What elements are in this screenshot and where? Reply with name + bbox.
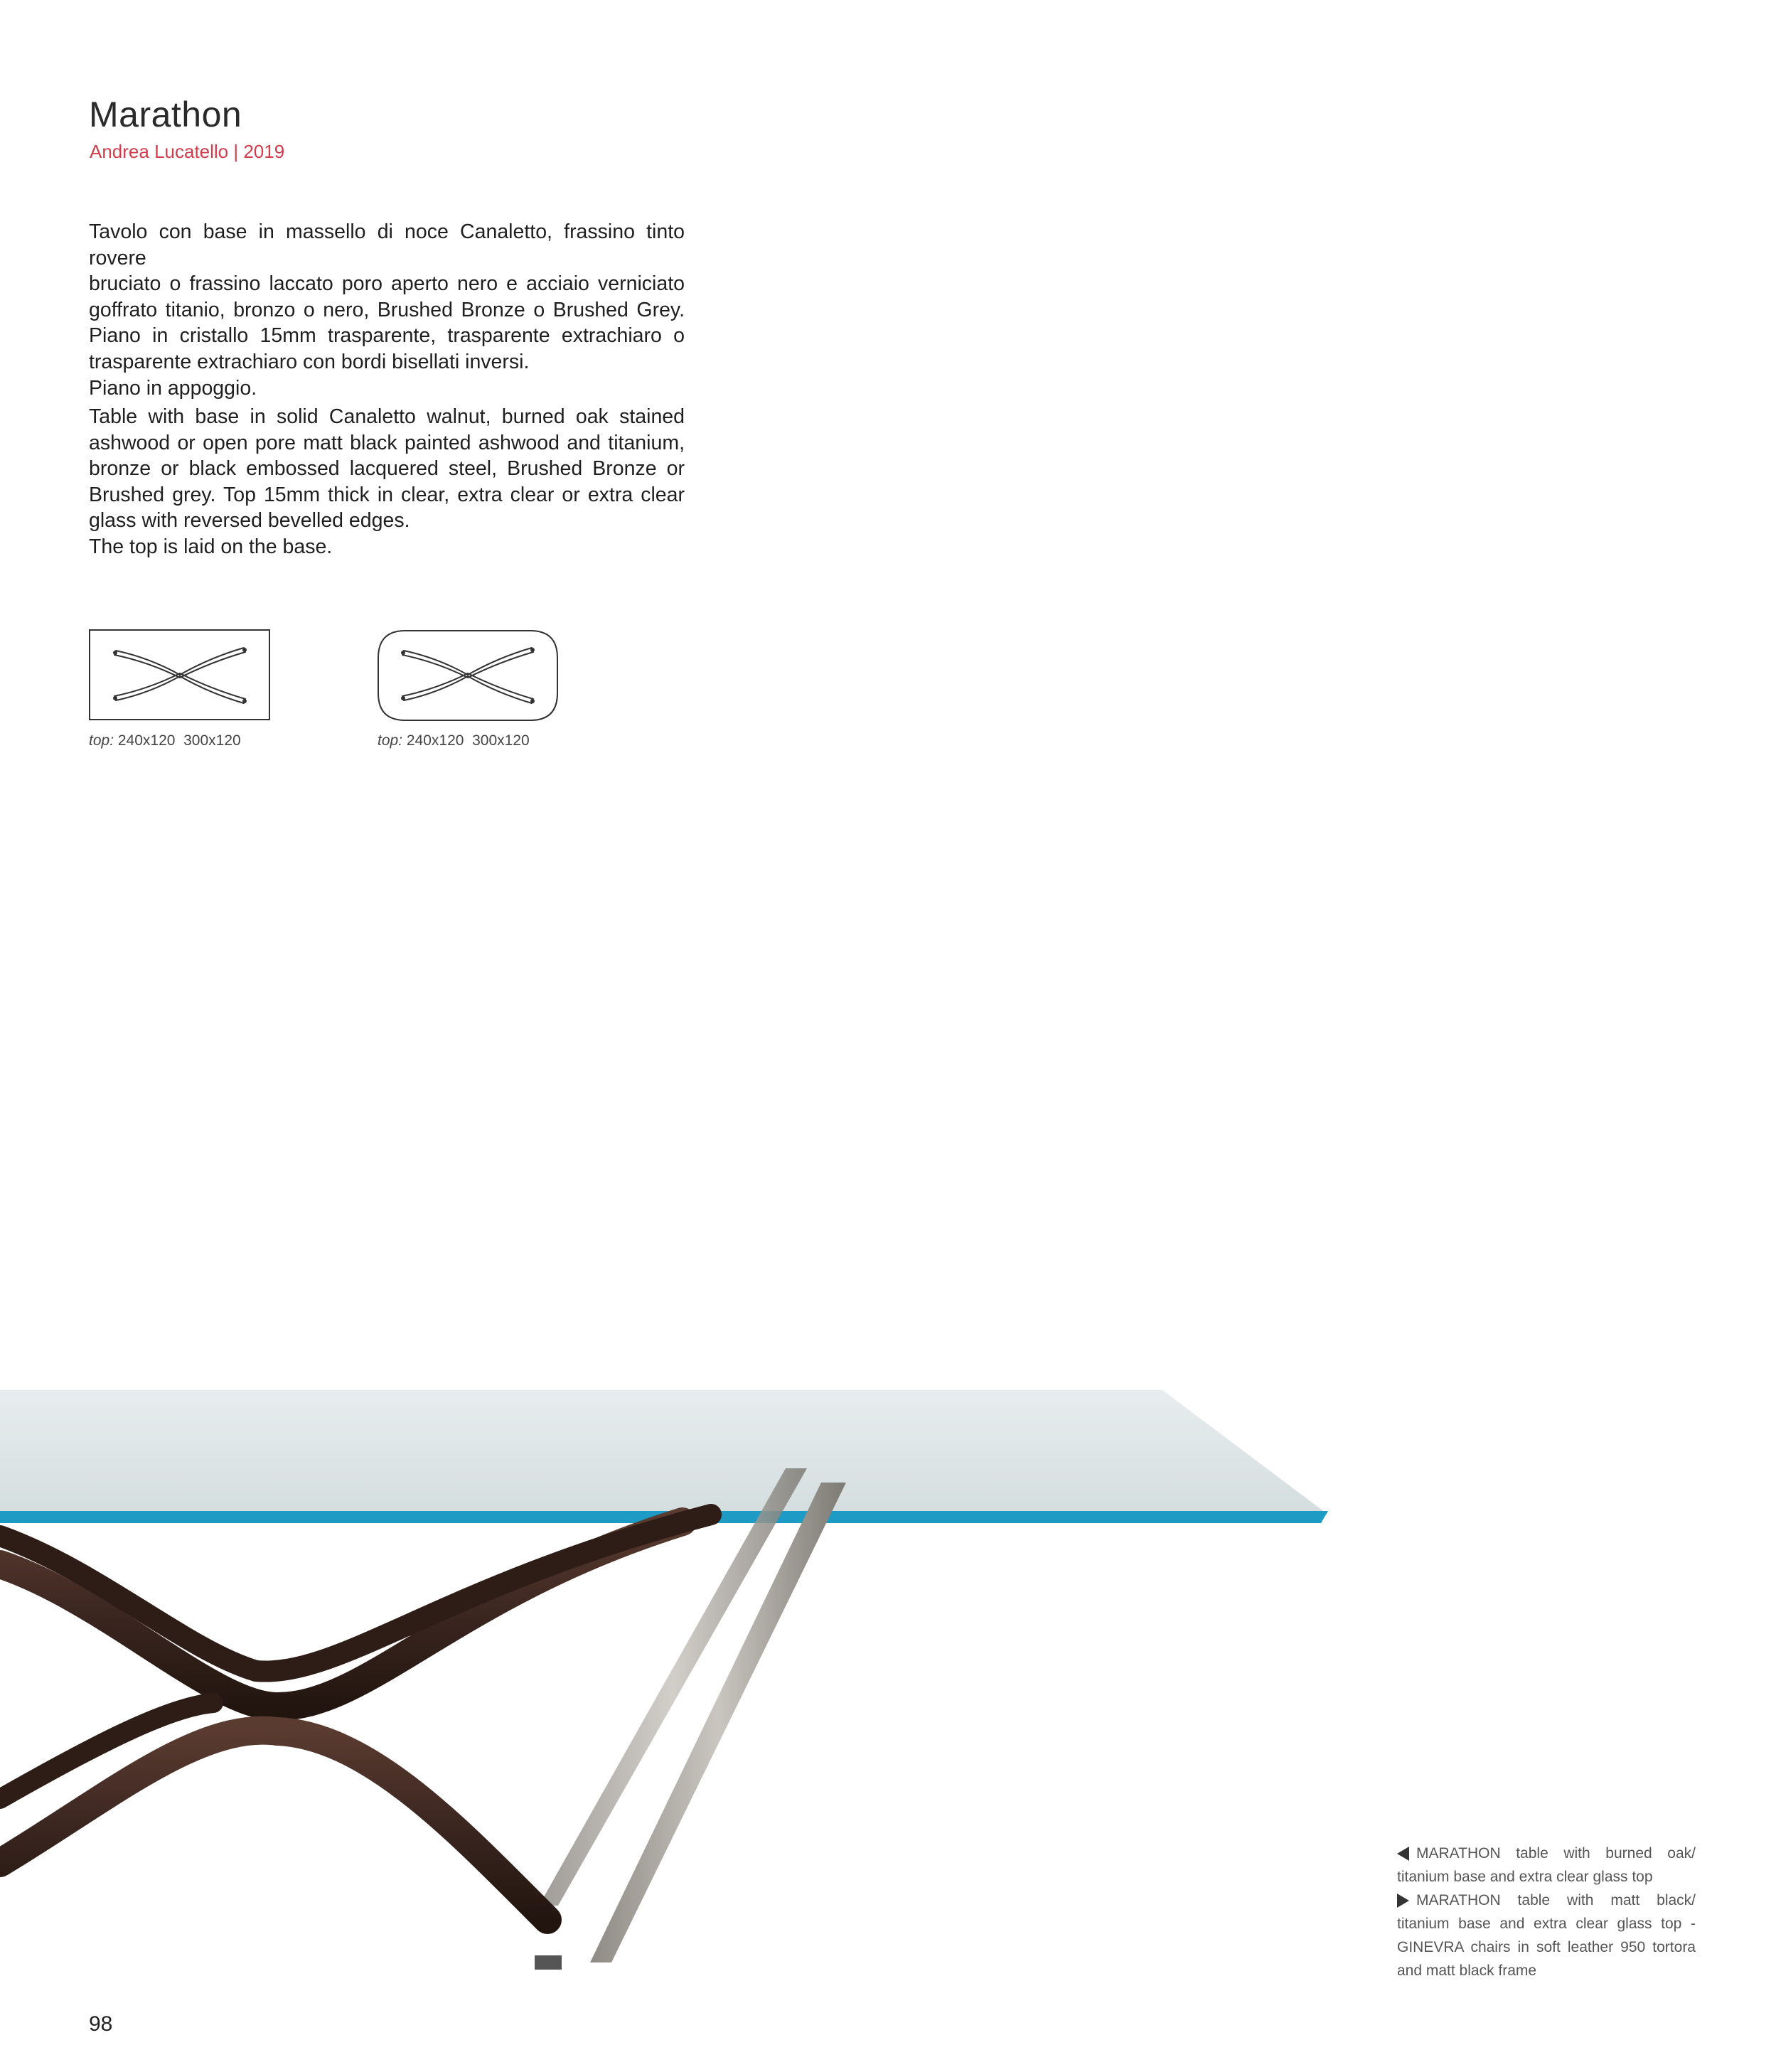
description-italian bbox=[89, 219, 685, 401]
caption-row: GINEVRA chairs in soft leather 950 tortora bbox=[1397, 1939, 1696, 1955]
triangle-right-icon bbox=[1397, 1894, 1409, 1908]
rectangular-top-diagram bbox=[89, 629, 271, 722]
description-english bbox=[89, 404, 685, 560]
designer-subtitle: Andrea Lucatello | 2019 bbox=[90, 141, 285, 162]
diagram-caption bbox=[378, 732, 530, 749]
text-line: Tavolo con base in massello di noce Canaletto, frassino tinto rovere bbox=[89, 220, 685, 269]
caption-row: titanium base and extra clear glass top - bbox=[1397, 1916, 1696, 1932]
text-line: glass with reversed bevelled edges. bbox=[89, 509, 410, 533]
text-line: Table with base in solid Canaletto walnut, burned oak stained bbox=[89, 405, 685, 428]
caption-text: MARATHON table with matt black/ bbox=[1416, 1892, 1696, 1908]
caption-text: MARATHON table with burned oak/ bbox=[1416, 1845, 1696, 1862]
caption-sizes: 240x120 300x120 bbox=[406, 732, 530, 749]
text-line: ashwood or open pore matt black painted ashwood and titanium, bbox=[89, 431, 685, 454]
text-line: Brushed grey. Top 15mm thick in clear, extra clear or extra clear bbox=[89, 483, 685, 506]
page-title: Marathon bbox=[89, 95, 242, 134]
text-line: Piano in appoggio. bbox=[89, 376, 257, 400]
caption-row bbox=[1397, 1842, 1696, 1865]
caption-row: titanium base and extra clear glass top bbox=[1397, 1869, 1653, 1885]
caption-label: top: bbox=[378, 732, 403, 749]
text-line: bruciato o frassino laccato poro aperto nero e acciaio verniciato bbox=[89, 272, 685, 296]
text-line: goffrato titanio, bronzo o nero, Brushed Bronze o Brushed Grey. bbox=[89, 298, 685, 321]
rounded-top-diagram bbox=[377, 629, 559, 722]
text-line: trasparente extrachiaro con bordi bisellati inversi. bbox=[89, 350, 530, 373]
caption-label: top: bbox=[89, 732, 114, 749]
caption-row bbox=[1397, 1889, 1696, 1912]
text-line: The top is laid on the base. bbox=[89, 535, 333, 558]
triangle-left-icon bbox=[1397, 1847, 1409, 1861]
text-line: bronze or black embossed lacquered steel, Brushed Bronze or bbox=[89, 457, 685, 481]
marathon-table-photo bbox=[0, 1337, 1351, 2019]
caption-sizes: 240x120 300x120 bbox=[117, 732, 241, 749]
diagram-caption bbox=[89, 732, 241, 749]
text-line: Piano in cristallo 15mm trasparente, trasparente extrachiaro o bbox=[89, 324, 685, 348]
caption-row: and matt black frame bbox=[1397, 1962, 1537, 1979]
photo-caption bbox=[1397, 1842, 1696, 1982]
page-number: 98 bbox=[89, 2012, 113, 2036]
